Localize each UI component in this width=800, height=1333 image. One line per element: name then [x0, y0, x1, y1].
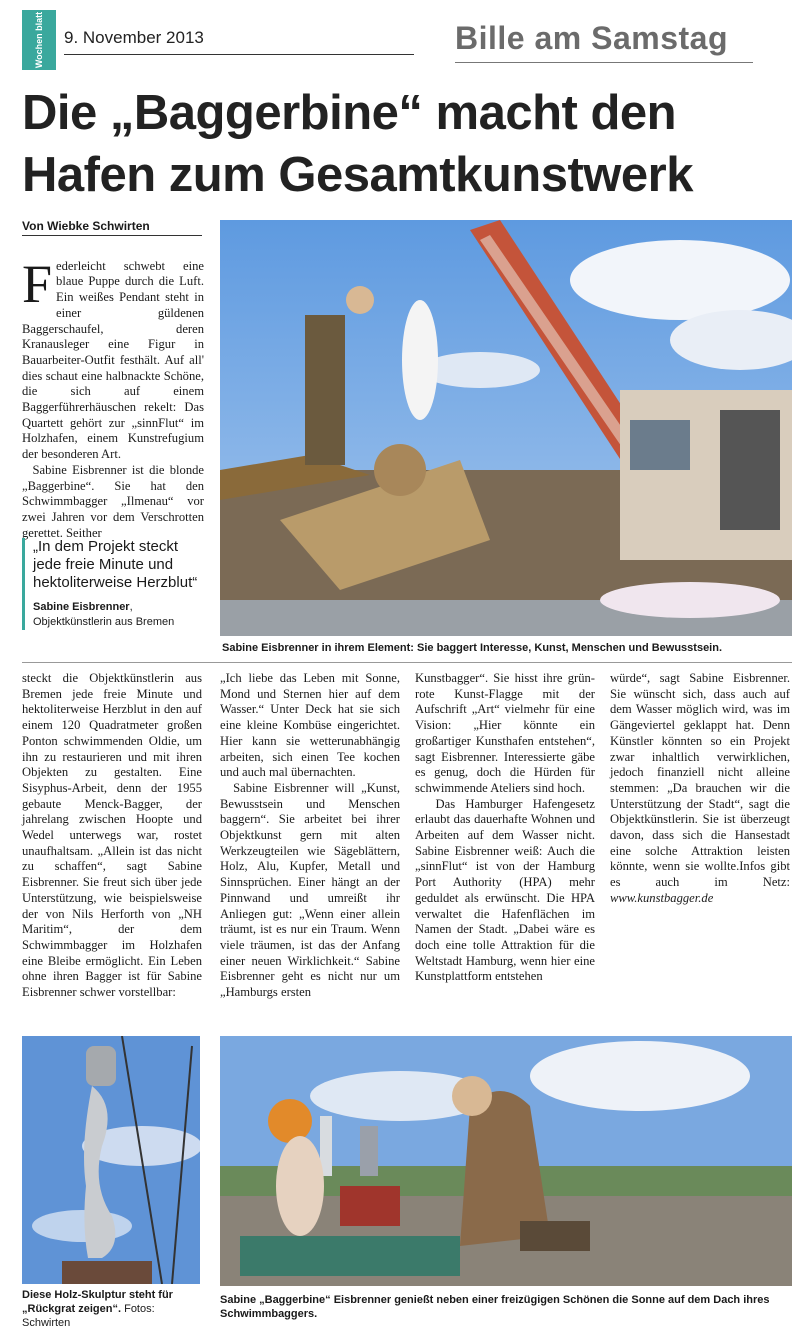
article-col2: steckt die Objektkünstlerin aus Bremen jede freie Minute und hektoliterweise Herzblut in den auf einem 120 Quadratmeter großen Ponton schwimmenden Oldie, um ihn zu restaurieren und mit ihren Objekten zu gestalten. Eine Sisyphus-Arbeit, denn der 1955 gebaute Menck-Bagger, der jahrelang zwischen Hoopte und Wedel unterwegs war, rostet unaufhaltsam. „Allein ist das nicht zu schaffen“, sagt Sabine Eisbrenner. Sie freut sich über jede Unterstützung, wie beispielsweise der von Nils Herforth von „NH Maritim“, der dem Schwimmbagger im Holzhafen eine Bleibe ermöglicht. Ein Leben ohne ihren Bagger ist für Sabine Eisbrenner schwer vorstellbar:	[22, 671, 202, 1000]
portrait-caption: Sabine „Baggerbine“ Eisbrenner genießt neben einer freizügigen Schönen die Sonne auf dem Dach ihres Schwimmbaggers.	[220, 1294, 770, 1320]
photo-credit: Fotos: Schwirten	[22, 1303, 155, 1329]
sculpture-image	[22, 1036, 200, 1284]
drop-cap: F	[22, 253, 53, 314]
section-rubric: Bille am Samstag	[455, 20, 728, 56]
artist-portrait-image	[220, 1036, 792, 1286]
caption-rule	[22, 662, 792, 663]
header-rule	[64, 54, 414, 55]
website-link[interactable]: www.kunstbagger.de	[610, 890, 714, 905]
byline: Von Wiebke Schwirten	[22, 219, 150, 233]
pull-quote-source	[33, 600, 204, 630]
article-col1: ederleicht schwebt eine blaue Puppe durch die Luft. Ein weißes Pendant steht in einer güldenen Baggerschaufel, deren Kranausleger eine Figur in Bauarbeiter-Outfit festhält. Auf all' dies schaut eine halbnackte Schöne, die sich auf einem Baggerführerhäuschen rekelt: Das Quartett gehört zur „sinnFlut“ im Holzhafen, einem Kunstrefugium der besonderen Art. Sabine Eisbrenner ist die blonde „Baggerbine“. Sie hat den Schwimmbagger „Ilmenau“ vor zwei Jahren vor dem Verschrotten gerettet. Seither	[22, 258, 204, 540]
pull-quote-text: „In dem Projekt steckt jede freie Minute und hektoliterweise Herzblut“	[33, 538, 198, 591]
dredger-scene-image	[220, 220, 792, 636]
byline-rule	[22, 235, 202, 236]
sculpture-photo	[22, 1036, 200, 1284]
main-photo	[220, 220, 792, 636]
pull-quote-name: Sabine Eisbrenner	[33, 601, 130, 613]
article-col5	[610, 671, 790, 907]
issue-date: 9. November 2013	[64, 28, 204, 47]
main-photo-caption: Sabine Eisbrenner in ihrem Element: Sie baggert Interesse, Kunst, Menschen und Bewusstsein.	[222, 642, 723, 654]
headline: Die „Baggerbine“ macht den Hafen zum Gesamtkunstwerk	[22, 86, 693, 202]
sculpture-caption	[22, 1288, 202, 1330]
pull-quote-role: , Objektkünstlerin aus Bremen	[33, 601, 175, 628]
pull-quote	[22, 538, 204, 630]
article-col4: Kunstbagger“. Sie hisst ihre grün-rote Kunst-Flagge mit der Aufschrift „Art“ vielmehr für eine Vision: „Hier könnte ein großartiger Kunsthafen entstehen“, sagt Eisbrenner. Interessierte gäbe es genug, doch die Hürden für schwimmende Ateliers sind hoch. Das Hamburger Hafengesetz erlaubt das dauerhafte Wohnen und Arbeiten auf dem Wasser nicht. Sabine Eisbrenner weiß: Auch die „sinnFlut“ ist von der Hamburg Port Authority (HPA) mehr geduldet als erwünscht. Die HPA verwaltet die Hafenflächen im Namen der Stadt. „Dabei wäre es doch eine tolle Attraktion für die Weltstadt Hamburg, wenn hier eine Kunstplattform entstehen	[415, 671, 595, 984]
article-col5-text: würde“, sagt Sabine Eisbrenner. Sie wünscht sich, dass auch auf dem Wasser möglich wird, was im Gängeviertel geklappt hat. Denn Künstler könnten so ein Projekt zwar inhaltlich verwirklichen, jedoch finanziell nicht alleine stemmen: „Da brauchen wir die Unterstützung der Stadt“, sagt die Objektkünstlerin. Sie ist überzeugt davon, dass sich die Hansestadt eine solche Attraktion leisten könnte, wenn sie wollte.Infos gibt es auch im Netz:	[610, 671, 790, 890]
portrait-photo	[220, 1036, 792, 1286]
article-col3: „Ich liebe das Leben mit Sonne, Mond und Sternen hier auf dem Wasser.“ Unter Deck hat sie sich eine kleine Kombüse eingerichtet. Hier kann sie wetterunabhängig arbeiten, sich einen Tee kochen und auch mal übernachten. Sabine Eisbrenner will „Kunst, Bewusstsein und Menschen baggern“. Sie arbeitet bei ihrer Objektkunst gern mit alten Werkzeugteilen wie Sägeblättern, Holz, Alu, Kupfer, Metall und Sinnsprüchen. Einer hängt an der Pinnwand und umreißt ihr Anliegen gut: „Wenn einer allein träumt, ist es nur ein Traum. Wenn viele träumen, ist das der Anfang einer neuen Wirklichkeit.“ Sabine Eisbrenner geht es nicht nur um „Hamburgs ersten	[220, 671, 400, 1000]
newspaper-logo: Wochen blatt	[22, 10, 56, 70]
sculpture-caption-text: Diese Holz-Skulptur steht für „Rückgrat zeigen“.	[22, 1289, 173, 1315]
rubric-rule	[455, 62, 753, 63]
article-intro	[22, 243, 204, 541]
